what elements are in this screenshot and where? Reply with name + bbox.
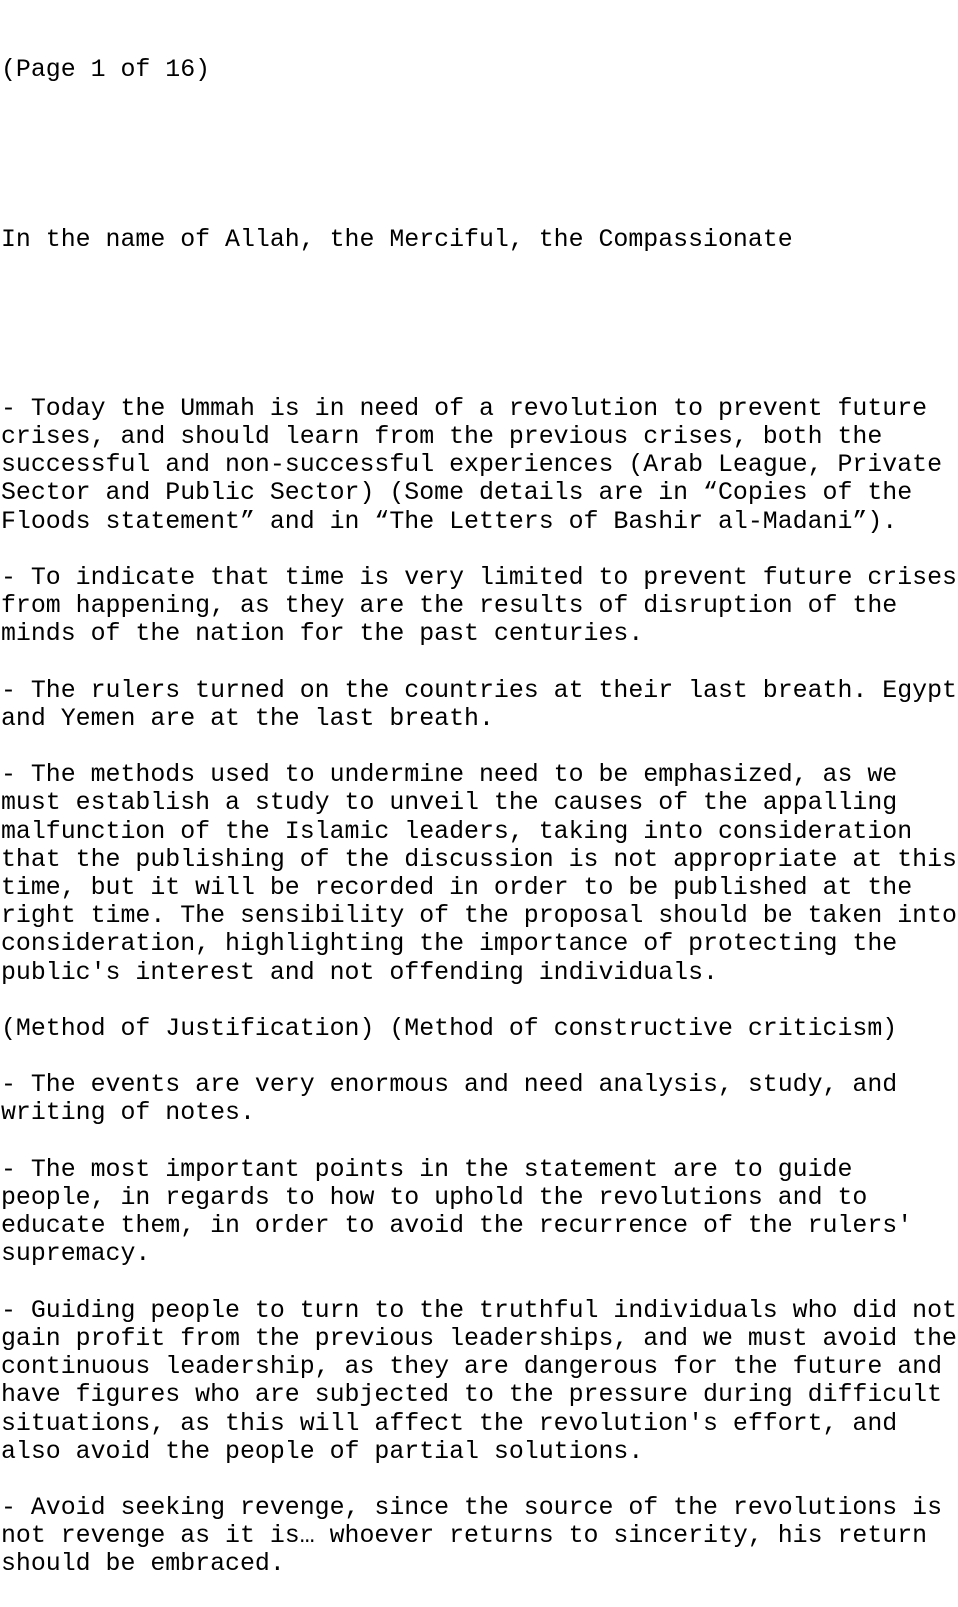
text-line: situations, as this will affect the revolution's effort, and	[1, 1409, 898, 1438]
paragraph	[1, 1494, 958, 1579]
text-line: must establish a study to unveil the causes of the appalling	[1, 789, 898, 818]
text-line: should be embraced.	[1, 1550, 285, 1579]
text-line: - The events are very enormous and need analysis, study, and	[1, 1071, 898, 1100]
blank-line	[1, 1269, 958, 1297]
text-line: people, in regards to how to uphold the revolutions and to	[1, 1184, 868, 1213]
paragraph	[1, 395, 958, 536]
text-line: writing of notes.	[1, 1099, 255, 1128]
text-line: time, but it will be recorded in order to be published at the	[1, 873, 913, 902]
text-line: successful and non-successful experiences (Arab League, Private	[1, 451, 943, 480]
text-line: educate them, in order to avoid the recurrence of the rulers'	[1, 1212, 913, 1241]
blank-line	[1, 536, 958, 564]
paragraph	[1, 677, 958, 733]
text-line: - To indicate that time is very limited to prevent future crises	[1, 563, 957, 592]
text-line: supremacy.	[1, 1240, 151, 1269]
page-number: (Page 1 of 16)	[1, 56, 211, 85]
text-line: also avoid the people of partial solutions.	[1, 1437, 644, 1466]
text-line: - Guiding people to turn to the truthful individuals who did not	[1, 1296, 957, 1325]
text-line: gain profit from the previous leaderships, and we must avoid the	[1, 1324, 957, 1353]
blank-line	[1, 648, 958, 676]
text-line: continuous leadership, as they are dangerous for the future and	[1, 1353, 943, 1382]
blank-line	[1, 1128, 958, 1156]
text-line: have figures who are subjected to the pressure during difficult	[1, 1381, 943, 1410]
document-body	[1, 395, 958, 1579]
text-line: - The most important points in the statement are to guide	[1, 1155, 853, 1184]
blank-line	[1, 1466, 958, 1494]
text-line: - Avoid seeking revenge, since the source of the revolutions is	[1, 1494, 943, 1523]
blank-line	[1, 141, 958, 169]
text-line: minds of the nation for the past centuries.	[1, 620, 644, 649]
text-line: - The methods used to undermine need to be emphasized, as we	[1, 761, 898, 790]
text-line: that the publishing of the discussion is not appropriate at this	[1, 845, 957, 874]
paragraph	[1, 1156, 958, 1269]
text-line: right time. The sensibility of the proposal should be taken into	[1, 902, 957, 931]
blank-line	[1, 733, 958, 761]
text-line: - The rulers turned on the countries at their last breath. Egypt	[1, 676, 957, 705]
text-line: Sector and Public Sector) (Some details are in “Copies of the	[1, 479, 913, 508]
document-page	[1, 0, 958, 1607]
blank-line	[1, 987, 958, 1015]
text-line: public's interest and not offending individuals.	[1, 958, 718, 987]
text-line: (Method of Justification) (Method of constructive criticism)	[1, 1014, 898, 1043]
paragraph	[1, 1297, 958, 1466]
text-line: malfunction of the Islamic leaders, taking into consideration	[1, 817, 913, 846]
invocation-line: In the name of Allah, the Merciful, the Compassionate	[1, 225, 793, 254]
text-line: - Today the Ummah is in need of a revolution to prevent future	[1, 394, 928, 423]
paragraph	[1, 1071, 958, 1127]
text-line: Floods statement” and in “The Letters of Bashir al-Madani”).	[1, 507, 898, 536]
text-line: consideration, highlighting the importance of protecting the	[1, 930, 898, 959]
blank-line	[1, 1043, 958, 1071]
text-line: crises, and should learn from the previous crises, both the	[1, 422, 883, 451]
text-line: and Yemen are at the last breath.	[1, 704, 494, 733]
text-line: from happening, as they are the results of disruption of the	[1, 592, 898, 621]
blank-line	[1, 310, 958, 338]
paragraph	[1, 761, 958, 987]
paragraph	[1, 564, 958, 649]
text-line: not revenge as it is… whoever returns to sincerity, his return	[1, 1522, 928, 1551]
paragraph	[1, 1015, 958, 1043]
